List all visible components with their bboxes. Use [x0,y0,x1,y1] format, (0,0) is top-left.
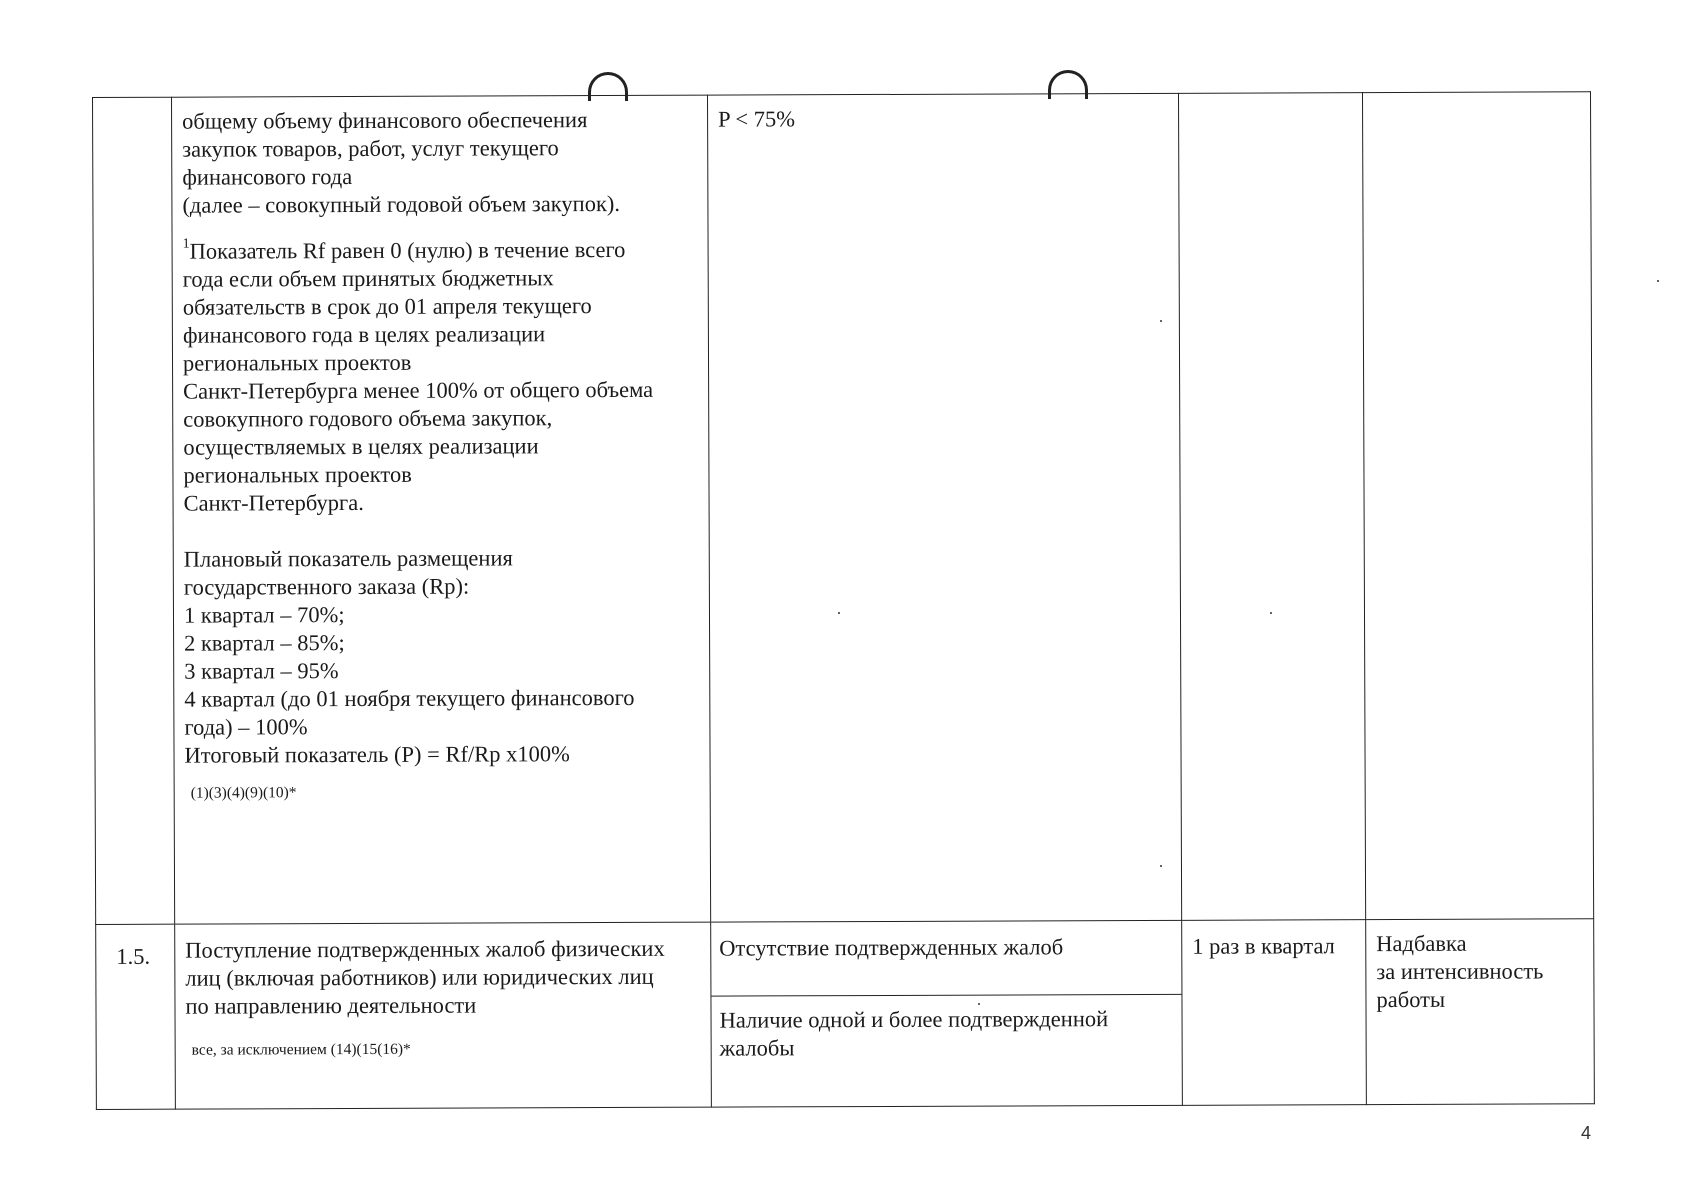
payment-type-cell [1362,92,1593,920]
table-row-1-5 [96,919,1595,1110]
scan-speck [1160,320,1162,322]
applicability-codes: (1)(3)(4)(9)(10)* [190,784,297,802]
criteria-table [92,91,1595,1110]
scan-speck [1270,612,1272,614]
scan-speck [978,1003,980,1005]
row-number-cell [93,97,175,924]
frequency-cell [1178,93,1365,921]
frequency-text: 1 раз в квартал [1192,933,1335,959]
row-number-cell [96,924,176,1109]
payment-type-cell: Надбавка за интенсивность работы [1366,919,1595,1105]
indicator-description-cell: Поступление подтвержденных жалоб физических лиц (включая работников) или юридических лиц по направлению деятельности все, за исключением (14)(15(16)* [175,922,712,1109]
indicator-description-cell [172,95,711,924]
applicability-codes: все, за исключением (14)(15(16)* [191,1040,411,1059]
footnote-mark: 1 [182,236,190,252]
table-row-continued [93,92,1594,925]
criterion-cell [707,93,1181,922]
criterion-absence: Отсутствие подтвержденных жалоб [711,921,1181,997]
footnote-text: $^1$Показатель Rf равен 0 (нулю) в течение всего года если объем принятых бюджетных обязательств в срок до 01 апреля текущего финансового года в целях реализации региональных проектов Санкт-Петербурга менее 100% от общего объема совокупного годового объема закупок, осуществляемых в целях реализации региональных проектов Санкт-Петербурга. [182,236,654,516]
criterion-cell [711,920,1183,1107]
intro-text: общему объему финансового обеспечения закупок товаров, работ, услуг текущего финансового года (далее – совокупный годовой объем закупок). [182,107,621,218]
criterion-presence: Наличие одной и более подтвержденной жалобы [719,1006,1109,1061]
scan-speck [838,612,840,614]
row-number: 1.5. [116,943,151,969]
plan-indicator-text: Плановый показатель размещения государственного заказа (Rp): 1 квартал – 70%; 2 квартал – 85%; 3 квартал – 95% 4 квартал (до 01 ноября текущего финансового года) – 100% Итоговый показатель (P) = Rf/Rp x100% [183,545,635,768]
criterion-text: P < 75% [718,106,796,132]
scan-speck [1160,865,1162,867]
page-number: 4 [1580,1123,1591,1143]
scan-speck [1657,280,1659,282]
frequency-cell [1182,920,1367,1106]
